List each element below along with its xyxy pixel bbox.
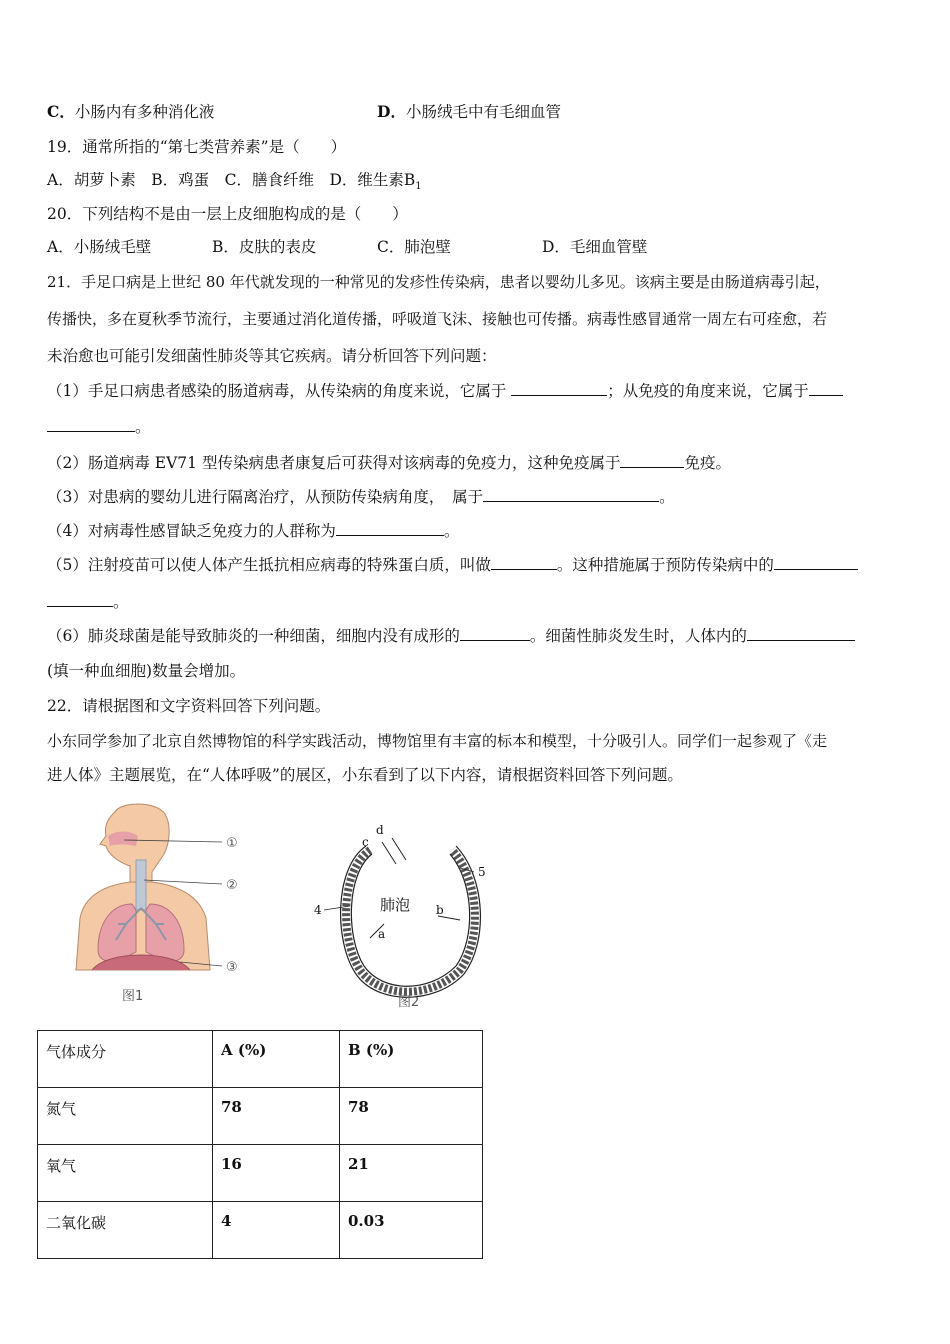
gas-composition-table (37, 1030, 483, 1259)
table-header-a: A (%) (213, 1031, 340, 1088)
q21-intro-3: 未治愈也可能引发细菌性肺炎等其它疾病。请分析回答下列问题： (47, 347, 497, 365)
table-row (38, 1088, 483, 1145)
q20-option-d: D．毛细血管壁 (542, 238, 648, 256)
q21-intro-2: 传播快，多在夏秋季节流行，主要通过消化道传播，呼吸道飞沫、接触也可传播。病毒性感冒通常一周左右可痊愈，若 (47, 310, 828, 328)
q21-part-5-blank-2[interactable] (774, 554, 858, 570)
q21-part-5-blank-1[interactable] (491, 554, 557, 570)
q21-part-2-blank[interactable] (620, 452, 684, 468)
q20-option-b: B．皮肤的表皮 (212, 238, 317, 256)
q21-part-4-blank[interactable] (336, 520, 444, 536)
q21-part-1 (47, 380, 843, 401)
arrow-d (392, 838, 406, 860)
figure-2-letter-c: c (362, 835, 369, 849)
q21-part-1-text-a: （1）手足口病患者感染的肠道病毒，从传染病的角度来说，它属于 (47, 382, 512, 400)
q21-part-5-text-a: （5）注射疫苗可以使人体产生抵抗相应病毒的特殊蛋白质，叫做 (47, 556, 491, 574)
q19-options-b: B (403, 171, 416, 189)
arrow-c (382, 842, 396, 864)
q21-part-1-blank-1[interactable] (511, 380, 607, 396)
figure-2-number-5: 5 (478, 865, 486, 879)
q19-options-text: A．胡萝卜素 B．鸡蛋 C．膳食纤维 D．维生素 (47, 171, 404, 189)
q19-stem: 19．通常所指的“第七类营养素”是（ ） (47, 138, 347, 156)
table-header-gas: 气体成分 (38, 1031, 213, 1088)
figure-2-letter-b: b (436, 903, 444, 917)
q20-option-c: C．肺泡壁 (377, 238, 451, 256)
q21-intro-1: 21．手足口病是上世纪 80 年代就发现的一种常见的发疹性传染病，患者以婴幼儿多见。该病主要是由肠道病毒引起， (47, 273, 830, 291)
q18-option-c (47, 102, 214, 122)
q21-part-6-text-b: 。细菌性肺炎发生时，人体内的 (529, 627, 747, 645)
table-cell-b: 0.03 (340, 1202, 483, 1259)
q18-option-d-text: 小肠绒毛中有毛细血管 (405, 103, 561, 121)
q21-part-1-text-c: 。 (135, 418, 151, 436)
q21-part-2 (47, 452, 731, 473)
q21-part-6-text-a: （6）肺炎球菌是能导致肺炎的一种细菌，细胞内没有成形的 (47, 627, 460, 645)
figure-1-label-1: ① (226, 836, 238, 851)
q21-part-3-text-a: （3）对患病的婴幼儿进行隔离治疗，从预防传染病角度， 属于 (47, 488, 484, 506)
figure-2-number-4: 4 (314, 903, 322, 917)
q21-part-2-text-a: （2）肠道病毒 EV71 型传染病患者康复后可获得对该病毒的免疫力，这种免疫属于 (47, 454, 621, 472)
q21-part-3-blank[interactable] (483, 486, 659, 502)
table-cell-gas: 二氧化碳 (38, 1202, 213, 1259)
table-cell-a: 78 (213, 1088, 340, 1145)
q22-text-2: 进人体》主题展览，在“人体呼吸”的展区，小东看到了以下内容，请根据资料回答下列问题。 (47, 766, 683, 784)
figure-2-letter-a: a (378, 927, 386, 941)
q18-option-d-letter: D． (377, 102, 406, 121)
q21-part-4-text-b: 。 (443, 522, 460, 540)
q21-part-2-text-b: 免疫。 (684, 454, 731, 472)
q18-option-c-text: 小肠内有多种消化液 (74, 103, 215, 121)
q20-stem: 20．下列结构不是由一层上皮细胞构成的是（ ） (47, 205, 408, 223)
q21-part-1-blank-2-cont[interactable] (47, 416, 135, 432)
table-cell-a: 4 (213, 1202, 340, 1259)
q21-part-6-cont: (填一种血细胞)数量会增加。 (47, 662, 246, 680)
figure-1-label-2: ② (226, 878, 238, 893)
q21-part-5 (47, 554, 858, 575)
q22-text-1: 小东同学参加了北京自然博物馆的科学实践活动，博物馆里有丰富的标本和模型，十分吸引人。同学们一起参观了《走 (47, 732, 828, 750)
q22-stem: 22．请根据图和文字资料回答下列问题。 (47, 697, 331, 715)
table-cell-gas: 氧气 (38, 1145, 213, 1202)
q18-option-d (377, 102, 561, 122)
q21-part-6 (47, 625, 855, 646)
q21-part-5-blank-2-cont[interactable] (47, 591, 113, 607)
nasal-cavity-shape (108, 832, 138, 847)
trachea-shape (136, 860, 146, 910)
capillary-outer-shape (346, 850, 475, 992)
table-cell-b: 78 (340, 1088, 483, 1145)
table-row (38, 1145, 483, 1202)
q21-part-6-blank-2[interactable] (747, 625, 855, 641)
q21-part-3 (47, 486, 675, 507)
q21-part-4-text-a: （4）对病毒性感冒缺乏免疫力的人群称为 (47, 522, 336, 540)
q21-part-1-cont (47, 416, 151, 437)
table-header-b: B (%) (340, 1031, 483, 1088)
figure-2-center-label: 肺泡 (380, 896, 411, 914)
q21-part-4 (47, 520, 459, 541)
table-row (38, 1202, 483, 1259)
q18-option-c-letter: C． (47, 102, 75, 121)
q21-part-1-text-b: ；从免疫的角度来说，它属于 (607, 382, 809, 400)
q21-part-1-blank-2[interactable] (809, 380, 843, 396)
figure-2-letter-d: d (376, 823, 384, 837)
q21-part-3-text-b: 。 (659, 488, 675, 506)
table-header-row (38, 1031, 483, 1088)
figure-2-caption: 图2 (398, 995, 420, 1010)
q21-part-5-text-b: 。这种措施属于预防传染病中的 (556, 556, 774, 574)
q21-part-5-text-c: 。 (113, 593, 129, 611)
figure-1-caption: 图1 (122, 989, 144, 1004)
table-cell-gas: 氮气 (38, 1088, 213, 1145)
alveolus-wall-inner-shape (351, 854, 469, 986)
q21-part-5-cont (47, 591, 129, 612)
figure-2-alveolus (310, 820, 500, 1015)
figure-1-respiratory-system (60, 800, 260, 1010)
table-cell-a: 16 (213, 1145, 340, 1202)
q19-options (47, 170, 422, 197)
q19-options-subscript: 1 (415, 181, 422, 193)
q20-option-a: A．小肠绒毛壁 (47, 238, 152, 256)
table-cell-b: 21 (340, 1145, 483, 1202)
q21-part-6-blank-1[interactable] (460, 625, 530, 641)
figure-1-label-3: ③ (226, 960, 238, 975)
